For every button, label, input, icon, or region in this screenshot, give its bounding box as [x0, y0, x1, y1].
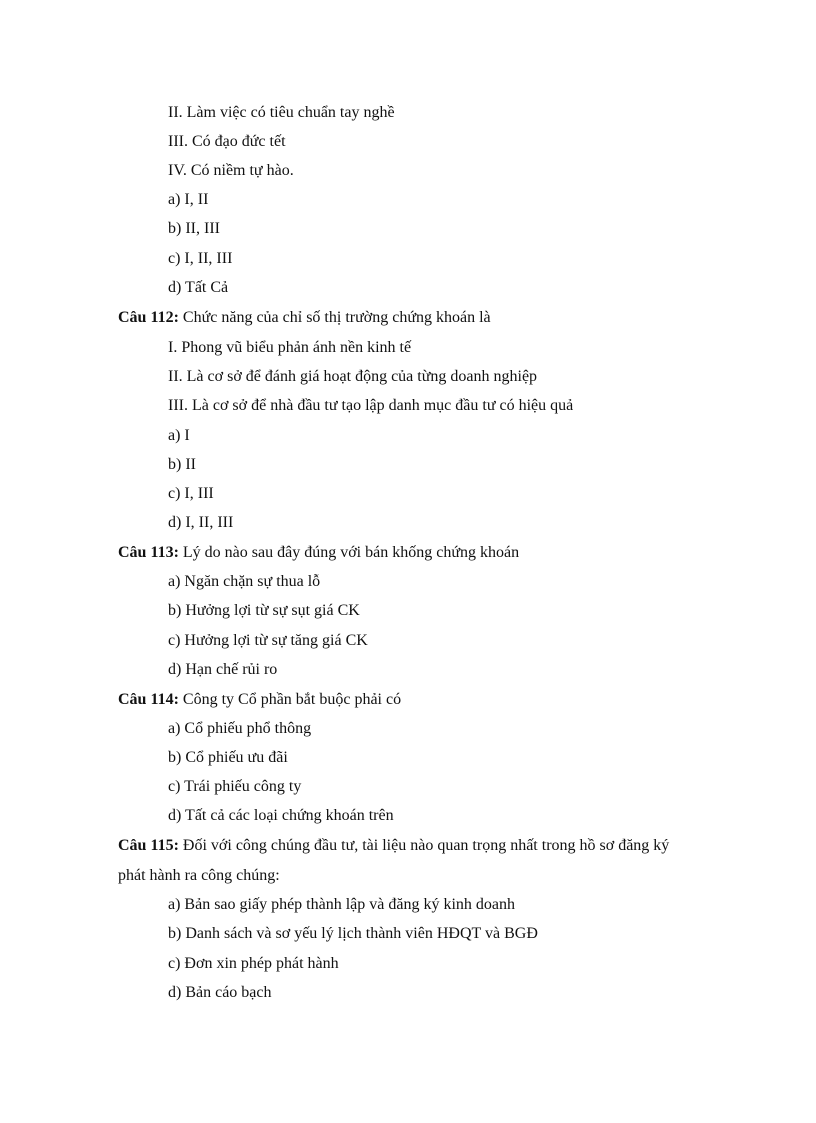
answer-option: a) I, II	[168, 191, 209, 208]
answer-option: c) Hưởng lợi từ sự tăng giá CK	[168, 632, 368, 649]
answer-option: a) I	[168, 427, 190, 444]
answer-option: c) Trái phiếu công ty	[168, 778, 302, 795]
statement: I. Phong vũ biểu phản ánh nền kinh tế	[168, 339, 412, 356]
question-label: Câu 115:	[118, 837, 179, 854]
statement: II. Là cơ sở để đánh giá hoạt động của từng doanh nghiệp	[168, 368, 538, 385]
answer-option: b) II	[168, 456, 196, 473]
question-label: Câu 114:	[118, 691, 179, 708]
answer-option: d) Tất Cả	[168, 279, 229, 296]
question-text-continuation: phát hành ra công chúng:	[118, 867, 280, 884]
question-112	[118, 308, 491, 328]
statement: II. Làm việc có tiêu chuẩn tay nghề	[168, 104, 395, 121]
answer-option: b) Hưởng lợi từ sự sụt giá CK	[168, 602, 360, 619]
question-text: Lý do nào sau đây đúng với bán khống chứng khoán	[178, 544, 520, 561]
answer-option: d) Hạn chế rủi ro	[168, 661, 278, 678]
answer-option: a) Bản sao giấy phép thành lập và đăng ký kinh doanh	[168, 896, 516, 913]
question-label: Câu 112:	[118, 309, 179, 326]
answer-option: a) Ngăn chặn sự thua lỗ	[168, 573, 321, 590]
answer-option: a) Cổ phiếu phổ thông	[168, 720, 312, 737]
answer-option: c) I, II, III	[168, 250, 233, 267]
question-text: Công ty Cổ phần bắt buộc phải có	[178, 691, 402, 708]
answer-option: c) I, III	[168, 485, 214, 502]
question-113	[118, 543, 519, 563]
answer-option: c) Đơn xin phép phát hành	[168, 955, 339, 972]
answer-option: d) Tất cả các loại chứng khoán trên	[168, 807, 394, 824]
answer-option: b) Cổ phiếu ưu đãi	[168, 749, 288, 766]
answer-option: b) II, III	[168, 220, 220, 237]
answer-option: b) Danh sách và sơ yếu lý lịch thành viên HĐQT và BGĐ	[168, 925, 538, 942]
question-114	[118, 690, 401, 710]
question-text: Chức năng của chỉ số thị trường chứng khoán là	[178, 309, 491, 326]
question-115	[118, 836, 669, 856]
question-label: Câu 113:	[118, 544, 179, 561]
question-text: Đối với công chúng đầu tư, tài liệu nào quan trọng nhất trong hồ sơ đăng ký	[178, 837, 670, 854]
answer-option: d) I, II, III	[168, 514, 234, 531]
answer-option: d) Bản cáo bạch	[168, 984, 272, 1001]
statement: III. Là cơ sở để nhà đầu tư tạo lập danh mục đầu tư có hiệu quả	[168, 397, 574, 414]
statement: IV. Có niềm tự hào.	[168, 162, 294, 179]
statement: III. Có đạo đức tết	[168, 133, 286, 150]
